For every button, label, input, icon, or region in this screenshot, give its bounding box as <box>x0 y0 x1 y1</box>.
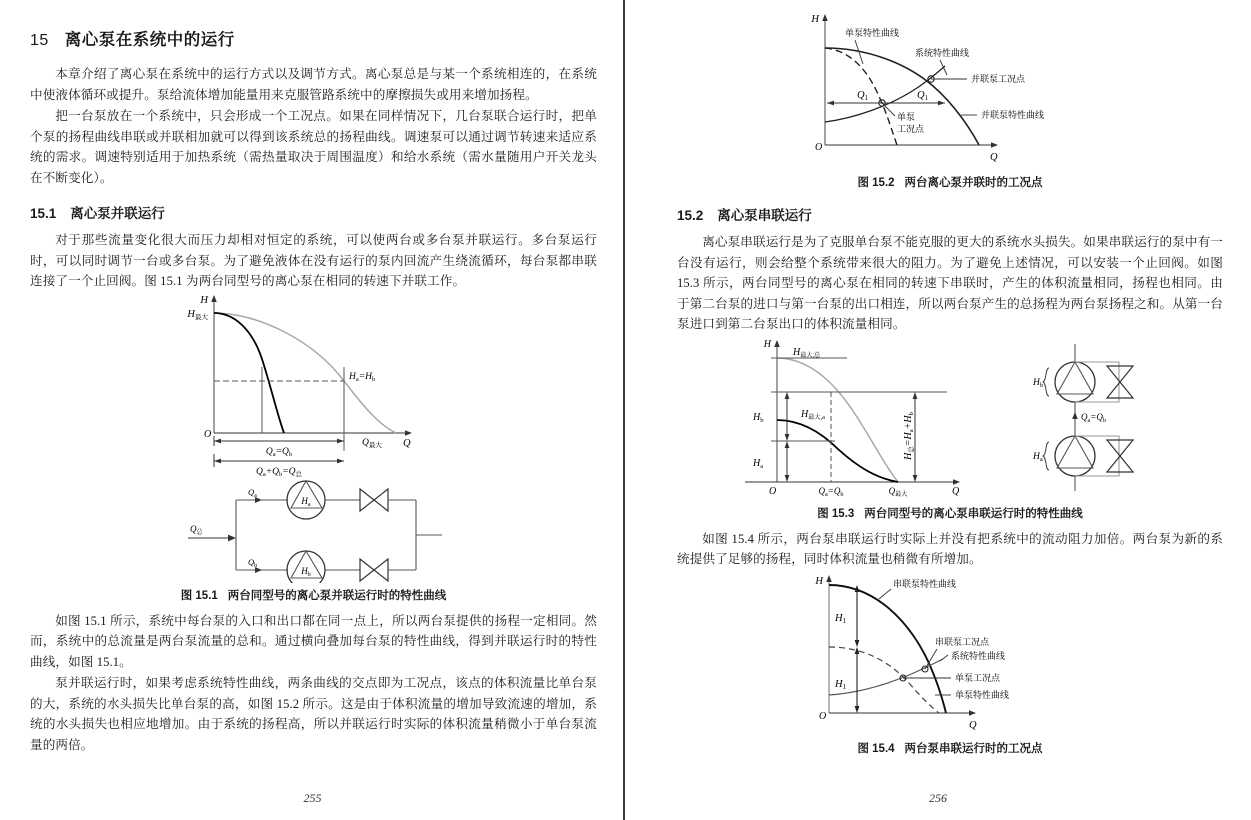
figure-15-3-schematic <box>1032 344 1133 491</box>
figure-15-1-number: 图 15.1 <box>180 589 218 602</box>
figure-15-1-caption-text: 两台同型号的离心泵并联运行时的特性曲线 <box>227 589 447 602</box>
q1-arrow-left <box>827 101 834 106</box>
paragraph-15-2-2: 如图 15.4 所示，两台泵串联运行时实际上并没有把系统中的流动阻力加倍。两台泵为新的系统提供了足够的扬程，同时体积流量也稍微有所增加。 <box>677 531 1223 566</box>
figure-15-2-wrap <box>677 10 1223 170</box>
paragraph-intro-1: 本章介绍了离心泵在系统中的运行方式以及调节方式。离心泵总是与某一个系统相连的，在系统中使液体循环或提升。泵给流体增加能量用来克服管路系统中的摩擦损失或用来增加扬程。 <box>30 67 597 102</box>
figure-15-2-chart <box>785 10 1115 170</box>
q1-label-left: Q1 <box>857 90 869 102</box>
y-axis-arrow <box>211 295 217 302</box>
valve-b-right-triangle <box>374 559 388 581</box>
pump-upper-bypass <box>1075 362 1119 402</box>
htotal-arrow-bottom <box>913 475 918 482</box>
origin-label: O <box>819 710 827 722</box>
series-total-curve <box>777 358 898 482</box>
ha-arrow-bottom <box>785 475 790 482</box>
dim-outer-arrow-right <box>337 458 344 463</box>
hb-arrow-bottom <box>785 434 790 441</box>
y-axis-arrow <box>774 340 780 347</box>
y-axis-label: H <box>815 575 823 587</box>
valve-lower-top-triangle <box>1107 440 1133 456</box>
figure-15-4-number: 图 15.4 <box>857 742 895 755</box>
annotation-single-point-line1: 单泵 <box>897 112 916 122</box>
dim-inner-arrow-left <box>214 438 221 443</box>
annotation-system-curve: 系统特性曲线 <box>951 650 1006 661</box>
page-right <box>625 0 1251 820</box>
y-axis-arrow <box>822 14 828 21</box>
x-axis-label: Q <box>990 152 998 163</box>
x-axis-arrow <box>405 430 412 436</box>
figure-15-1-schematic <box>184 478 444 583</box>
x-axis-arrow <box>953 479 960 485</box>
dim-inner-arrow-right <box>337 438 344 443</box>
q1-arrow-right <box>938 101 945 106</box>
h1-upper-arrow-bottom <box>855 640 860 647</box>
figure-15-3-chart <box>715 336 1185 501</box>
section-title: 离心泵串联运行 <box>717 208 812 223</box>
x-axis-label: Q <box>969 719 977 731</box>
section-title: 离心泵并联运行 <box>70 206 165 221</box>
hmax-a-label: $H_{最大,a}$ <box>801 408 825 421</box>
pump-lower-label: $H_a$ <box>1033 451 1043 463</box>
annotation-single-curve: 单泵特性曲线 <box>955 689 1010 700</box>
single-pump-curve <box>777 420 898 482</box>
page-number-right: 256 <box>929 791 947 805</box>
figure-15-3-wrap <box>677 336 1223 501</box>
system-curve <box>829 659 943 695</box>
pump-lower-body <box>1055 436 1095 476</box>
paragraph-15-1-3: 泵并联运行时，如果考虑系统特性曲线，两条曲线的交点即为工况点，该点的体积流量比单台泵的大，系统的水头损失比单台泵的高，如图 15.2 所示。这是由于体积流量的增加导致流速的增加，系统的水头损失也相应地增加。由于系统的扬程高，所以并联运行时实际的体积流量稍微小于单台泵流量的两倍。 <box>30 676 597 752</box>
dim-outer-arrow-left <box>214 458 221 463</box>
y-axis-label: H <box>199 294 208 306</box>
hb-arrow-top <box>785 392 790 399</box>
figure-15-3-number: 图 15.3 <box>817 507 855 520</box>
annotation-single-curve: 单泵特性曲线 <box>845 28 900 38</box>
inlet-arrow <box>228 534 236 541</box>
pump-upper-label: $H_b$ <box>1033 377 1044 389</box>
h1-lower-arrow-bottom <box>855 706 860 713</box>
x-axis-arrow <box>991 142 998 148</box>
series-pump-curve <box>829 585 946 713</box>
pump-b-label: $H_b$ <box>300 565 311 578</box>
annotation-system-curve: 系统特性曲线 <box>915 48 970 58</box>
figure-15-2-number: 图 15.2 <box>857 177 895 189</box>
h-max-label: H最大 <box>186 308 208 321</box>
valve-upper-bottom-triangle <box>1107 382 1133 398</box>
figure-15-4-caption-text: 两台泵串联运行时的工况点 <box>904 742 1043 755</box>
section-heading-15-1 <box>30 202 597 222</box>
x-axis-label: Q <box>402 437 411 449</box>
page-number-left: 255 <box>303 791 322 805</box>
annotation-series-point: 串联泵工况点 <box>935 636 990 647</box>
leader-system-curve <box>940 60 947 75</box>
figure-15-1-caption <box>30 587 597 603</box>
paragraph-intro-2: 把一台泵放在一个系统中，只会形成一个工况点。如果在同样情况下，几台泵联合运行时，把单个泵的扬程曲线串联或并联相加就可以得到该系统总的扬程曲线。调速泵可以通过调节转速来适应系统的需求。调速特别适用于加热系统（需热量取决于周围温度）和给水系统（需水量随用户开关龙头在不断变化）。 <box>30 109 597 185</box>
annotation-parallel-curve: 并联泵特性曲线 <box>981 110 1045 120</box>
x-axis-arrow <box>969 710 976 716</box>
pump-upper-body <box>1055 362 1095 402</box>
tick-qa-qb-label: $Q_a=Q_b$ <box>818 485 844 498</box>
pump-a-label: $H_a$ <box>300 495 311 508</box>
valve-b-left-triangle <box>360 559 374 581</box>
annotation-single-point-line2: 工况点 <box>897 124 925 134</box>
leader-series-curve <box>879 589 891 599</box>
series-flow-arrow <box>1072 412 1078 419</box>
htotal-dimension-label: $H_总=H_a+H_b$ <box>903 411 915 460</box>
figure-15-3-caption-text: 两台同型号的离心泵串联运行时的特性曲线 <box>864 507 1083 520</box>
h1-lower-arrow-top <box>855 647 860 654</box>
paragraph-15-2-1: 离心泵串联运行是为了克服单台泵不能克服的更大的系统水头损失。如果串联运行的泵中有一台没有运行，则会给整个系统带来很大的阻力。为了避免上述情况，可以安装一个止回阀。如图 15.3 所示，两台同型号的离心泵在相同的转速下串联时，产生的体积流量相同，扬程也相同。由于第二台泵的进口与第一台泵的出口相连，所以两台泵产生的总扬程为两台泵扬程之和。从第一台泵进口到第二台泵出口的体积流量相同。 <box>677 235 1223 331</box>
inlet-flow-label: $Q_总$ <box>189 523 203 536</box>
chapter-number: 15 <box>30 32 49 49</box>
figure-15-1-chart <box>164 293 464 478</box>
figure-15-3-caption <box>677 505 1223 521</box>
branch-b-flow-label: $Q_b$ <box>247 556 257 569</box>
chapter-heading <box>30 26 597 50</box>
paragraph-15-1-1: 对于那些流量变化很大而压力却相对恒定的系统，可以使两台或多台泵并联运行。多台泵运行时，可以同时调节一台或多台泵。为了避免液体在没有运行的泵内回流产生绕流循环，每台泵都串联连接了一个止回阀。图 15.1 为两台同型号的离心泵在相同的转速下并联工作。 <box>30 233 597 288</box>
q-max-label: $Q_{最大}$ <box>361 437 382 449</box>
valve-a-right-triangle <box>374 489 388 511</box>
origin-label: O <box>203 428 211 440</box>
page-left <box>0 0 625 820</box>
origin-label: O <box>769 485 777 497</box>
paragraph-15-1-2: 如图 15.1 所示，系统中每台泵的入口和出口都在同一点上，所以两台泵提供的扬程一定相同。然而，系统中的总流量是两台泵流量的总和。通过横向叠加每台泵的特性曲线，得到并联运行时的特性曲线，如图 15.1。 <box>30 613 597 669</box>
ha-dimension-label: $H_a$ <box>753 457 764 470</box>
valve-upper-top-triangle <box>1107 366 1133 382</box>
pump-lower-brace <box>1043 442 1049 470</box>
ha-hb-label: $H_a=H_b$ <box>348 371 375 383</box>
annotation-parallel-point: 并联泵工况点 <box>971 74 1026 84</box>
figure-15-1-schematic-wrap <box>30 478 597 583</box>
tick-qmax-label: $Q_{最大}$ <box>888 485 908 498</box>
h1-upper-label: H1 <box>835 612 847 625</box>
y-axis-arrow <box>826 575 832 582</box>
hb-dimension-label: $H_b$ <box>753 411 764 424</box>
pump-upper-brace <box>1043 368 1049 396</box>
chapter-title: 离心泵在系统中的运行 <box>64 31 235 49</box>
annotation-series-curve: 串联泵特性曲线 <box>893 578 957 589</box>
origin-label: O <box>815 142 823 153</box>
section-heading-15-2 <box>677 204 1223 224</box>
h1-lower-label: H1 <box>835 678 847 691</box>
figure-15-4-caption <box>677 740 1223 756</box>
valve-lower-bottom-triangle <box>1107 456 1133 472</box>
dim-inner-label: $Q_a=Q_b$ <box>265 446 292 458</box>
branch-a-flow-label: $Q_a$ <box>247 486 257 499</box>
x-axis-label: Q <box>952 485 960 497</box>
htotal-arrow-top <box>913 392 918 399</box>
figure-15-2-caption <box>677 174 1223 190</box>
single-pump-curve <box>214 313 284 433</box>
annotation-single-point: 单泵工况点 <box>955 672 1001 683</box>
y-axis-label: H <box>811 14 819 25</box>
y-axis-label: H <box>763 338 771 350</box>
series-flow-label: $Q_a=Q_b$ <box>1081 411 1106 424</box>
figure-15-1-chart-wrap <box>30 293 597 478</box>
dim-outer-label: $Q_a+Q_b=Q_总$ <box>255 466 302 478</box>
pump-lower-bypass <box>1075 436 1119 476</box>
figure-15-4-chart <box>785 571 1115 736</box>
valve-a-left-triangle <box>360 489 374 511</box>
figure-15-2-caption-text: 两台离心泵并联时的工况点 <box>904 177 1043 189</box>
hmax-total-label: $H_{最大,总}$ <box>793 346 821 359</box>
figure-15-4-wrap <box>677 571 1223 736</box>
single-pump-curve <box>829 647 939 713</box>
leader-system-curve <box>940 655 948 661</box>
section-number: 15.2 <box>677 208 704 223</box>
ha-arrow-top <box>785 441 790 448</box>
section-number: 15.1 <box>30 206 57 221</box>
q1-label-right: Q1 <box>917 90 929 102</box>
